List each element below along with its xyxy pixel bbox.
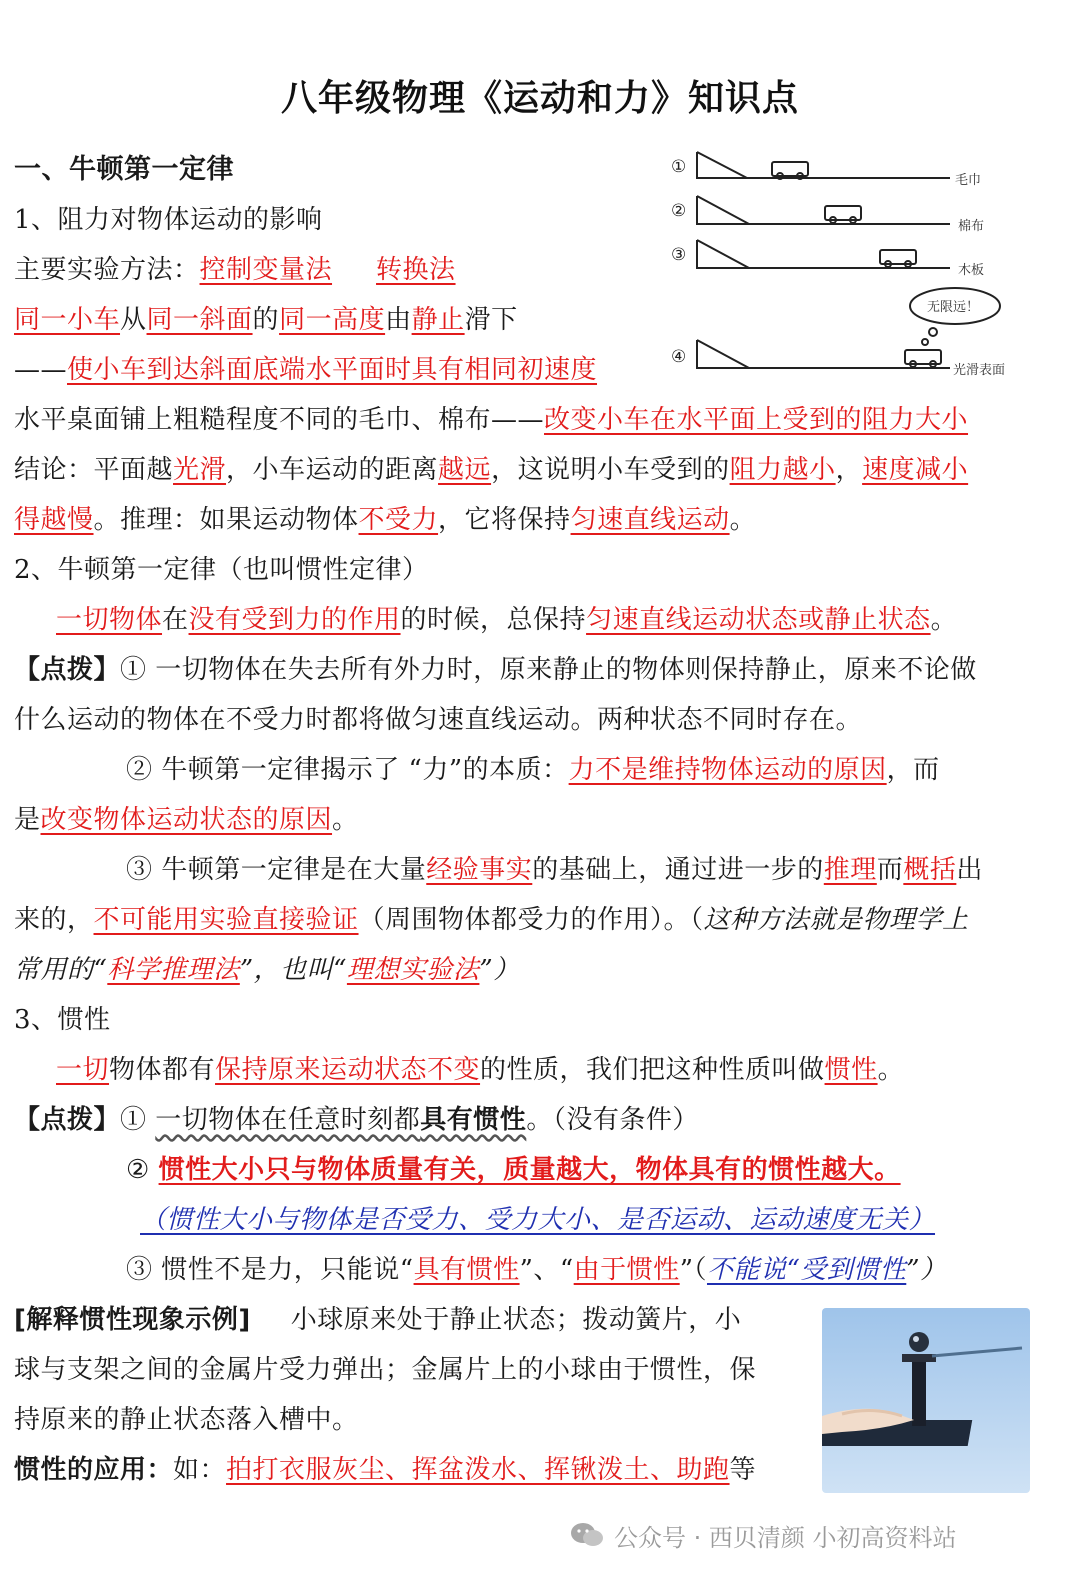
- application-label: 惯性的应用：: [14, 1455, 174, 1485]
- text-reasoning: 推理: [823, 855, 877, 885]
- example-label: [解释惯性现象示例]: [14, 1305, 251, 1335]
- text-plain: 。: [930, 605, 958, 635]
- text-summarize: 概括: [903, 855, 957, 885]
- text-plain: 。: [729, 505, 757, 535]
- initial-speed-line: [14, 352, 597, 388]
- text-inertia: 惯性: [824, 1055, 878, 1085]
- dash: ——: [14, 355, 67, 385]
- tip-note: 这种方法就是物理学上: [703, 905, 969, 935]
- inertia-note: （惯性大小与物体是否受力、受力大小、是否运动、运动速度无关）: [140, 1205, 936, 1235]
- text-plain: 从: [120, 305, 147, 335]
- text-slower: 得越慢: [14, 505, 94, 535]
- text-motion-or-rest: 匀速直线运动状态或静止状态: [586, 605, 931, 635]
- tip-text: 来的，: [14, 905, 94, 935]
- wechat-icon: [570, 1521, 604, 1549]
- text-plain: ，: [835, 455, 863, 485]
- figure-num-2: ②: [671, 201, 687, 221]
- tip-text: （周围物体都受力的作用）。（: [358, 905, 704, 935]
- application-line: [14, 1452, 756, 1488]
- text-not-maintain-motion: 力不是维持物体运动的原因: [568, 755, 887, 785]
- incline-experiment-figure: [665, 140, 1035, 385]
- surface-label-towel: 毛巾: [955, 173, 982, 188]
- text-due-to-inertia: 由于惯性: [573, 1255, 680, 1285]
- text-plain: 滑下: [464, 305, 518, 335]
- tip-label: 【点拨】: [14, 655, 121, 685]
- tip-note: ”，也叫“: [239, 955, 347, 985]
- text-change-motion: 改变物体运动状态的原因: [40, 805, 333, 835]
- tip-text: 的基础上，通过进一步的: [532, 855, 824, 885]
- tip3-line-c: [14, 952, 520, 988]
- method-label: 主要实验方法：: [14, 255, 200, 285]
- figure-num-3: ③: [671, 245, 687, 265]
- text-no-force-acting: 没有受到力的作用: [188, 605, 401, 635]
- tip-label: 【点拨】: [14, 1105, 121, 1135]
- text-plain: 的: [252, 305, 280, 335]
- text-applications: 拍打衣服灰尘、挥盆泼水、挥锹泼土、助跑: [226, 1455, 730, 1485]
- tip-note: 常用的“: [14, 955, 108, 985]
- tip-text: 。: [332, 805, 359, 835]
- surface-label-smooth: 光滑表面: [953, 363, 1006, 378]
- text-no-force: 不受力: [358, 505, 439, 535]
- text-cannot-verify: 不可能用实验直接验证: [93, 905, 359, 935]
- figure-num-1: ①: [671, 157, 687, 177]
- text-experience: 经验事实: [426, 855, 533, 885]
- text-ideal-experiment: 理想实验法: [346, 955, 480, 985]
- example-text: 小球原来处于静止状态；拨动簧片，小: [290, 1305, 742, 1335]
- text-farther: 越远: [438, 455, 492, 485]
- tip-text: ① 一切物体在失去所有外力时，原来静止的物体则保持静止，原来不论做: [120, 655, 977, 685]
- tip-text: 出: [956, 855, 983, 885]
- inertia-apparatus-photo: [822, 1308, 1030, 1493]
- text-all-objects: 一切物体: [56, 605, 163, 635]
- text-plain: 的时候，总保持: [400, 605, 587, 635]
- text-same-slope: 同一斜面: [146, 305, 253, 335]
- inertia-definition: [56, 1052, 904, 1088]
- text-speed-decrease: 速度减小: [862, 455, 969, 485]
- tip-text: ”、“: [519, 1255, 574, 1285]
- text-cannot-say: 不能说“受到惯性: [706, 1255, 907, 1285]
- page-title: 八年级物理《运动和力》知识点: [280, 78, 799, 119]
- text-plain: 物体都有: [109, 1055, 216, 1085]
- conclusion-line: [14, 452, 968, 488]
- text-rest: 静止: [411, 305, 465, 335]
- tip-text: ②: [126, 1155, 159, 1185]
- example-line-3: 持原来的静止状态落入槽中。: [14, 1405, 359, 1435]
- text-plain: 结论：平面越: [14, 455, 174, 485]
- bubble-text: 无限远！: [927, 300, 980, 315]
- surface-label-wood: 木板: [958, 263, 985, 278]
- text-plain: 。: [877, 1055, 905, 1085]
- text-has-inertia: 具有惯性: [420, 1105, 527, 1135]
- tip-text: ，而: [886, 755, 940, 785]
- tip-text: 一切物体在任意时刻都: [155, 1105, 421, 1135]
- text-same-initial-speed: 使小车到达斜面底端水平面时具有相同初速度: [67, 355, 598, 385]
- subheading-inertia: 3、惯性: [14, 1005, 111, 1035]
- tip-text: ①: [120, 1105, 156, 1135]
- text-smooth: 光滑: [173, 455, 227, 485]
- text-plain: 。推理：如果运动物体: [93, 505, 359, 535]
- text-change-resistance: 改变小车在水平面上受到的阻力大小: [544, 405, 969, 435]
- text-plain: ，小车运动的距离: [226, 455, 439, 485]
- tip-text: 而: [876, 855, 904, 885]
- tip-note: ”）: [479, 955, 520, 985]
- text-all: 一切: [56, 1055, 110, 1085]
- surface-label-cotton: 棉布: [958, 219, 985, 234]
- example-line-1: [14, 1302, 741, 1338]
- text-uniform-motion: 匀速直线运动: [570, 505, 730, 535]
- text-same-height: 同一高度: [279, 305, 386, 335]
- tip-text: ③ 牛顿第一定律是在大量: [126, 855, 427, 885]
- figure-num-4: ④: [671, 347, 687, 367]
- watermark: [570, 1515, 1050, 1555]
- text-plain: 的性质，我们把这种性质叫做: [480, 1055, 825, 1085]
- method-conversion: 转换法: [376, 255, 456, 285]
- text-plain: 等: [729, 1455, 757, 1485]
- inference-line: [14, 502, 756, 538]
- method-line: [14, 252, 456, 288]
- text-plain: 在: [162, 605, 189, 635]
- example-line-2: 球与支架之间的金属片受力弹出；金属片上的小球由于惯性，保: [14, 1355, 757, 1385]
- tip-text: 是: [14, 805, 41, 835]
- text-less-resistance: 阻力越小: [729, 455, 836, 485]
- watermark-text: 公众号 · 西贝清颜 小初高资料站: [614, 1523, 957, 1552]
- tip-text: ”）: [906, 1255, 947, 1285]
- surface-line: [14, 402, 968, 438]
- text-plain: 水平桌面铺上粗糙程度不同的毛巾、棉布——: [14, 405, 545, 435]
- tip-text: ② 牛顿第一定律揭示了 “力”的本质：: [126, 755, 569, 785]
- tip-text: 。（没有条件）: [526, 1105, 699, 1135]
- law-statement: [56, 602, 957, 638]
- section-heading-newton: 一、牛顿第一定律: [14, 154, 234, 185]
- tip3-line-b: [14, 902, 969, 938]
- tip-text: ③ 惯性不是力，只能说“: [126, 1255, 414, 1285]
- method-control-variable: 控制变量法: [199, 255, 333, 285]
- text-scientific-reasoning: 科学推理法: [107, 955, 240, 985]
- inertia-tip3: [126, 1252, 947, 1288]
- tip2-line-b: [14, 802, 359, 838]
- subheading-resistance: 1、阻力对物体运动的影响: [14, 205, 323, 235]
- text-inertia-mass: 惯性大小只与物体质量有关，质量越大，物体具有的惯性越大。: [158, 1155, 901, 1185]
- tip2-line-a: [126, 752, 940, 788]
- text-keep-state: 保持原来运动状态不变: [215, 1055, 481, 1085]
- tip-text: ”（: [679, 1255, 707, 1285]
- tip1-line-b: 什么运动的物体在不受力时都将做匀速直线运动。两种状态不同时存在。: [14, 705, 863, 735]
- tip1-line-a: [14, 652, 977, 688]
- inertia-tip1: [14, 1102, 699, 1138]
- subheading-newton-law: 2、牛顿第一定律（也叫惯性定律）: [14, 555, 429, 585]
- text-same-cart: 同一小车: [14, 305, 121, 335]
- tip3-line-a: [126, 852, 983, 888]
- text-plain: 如：: [173, 1455, 227, 1485]
- same-cart-line: [14, 302, 518, 338]
- text-has-inertia-phrase: 具有惯性: [413, 1255, 520, 1285]
- inertia-tip2: [126, 1152, 901, 1188]
- text-plain: 由: [385, 305, 412, 335]
- text-plain: ，这说明小车受到的: [491, 455, 730, 485]
- text-plain: ，它将保持: [438, 505, 571, 535]
